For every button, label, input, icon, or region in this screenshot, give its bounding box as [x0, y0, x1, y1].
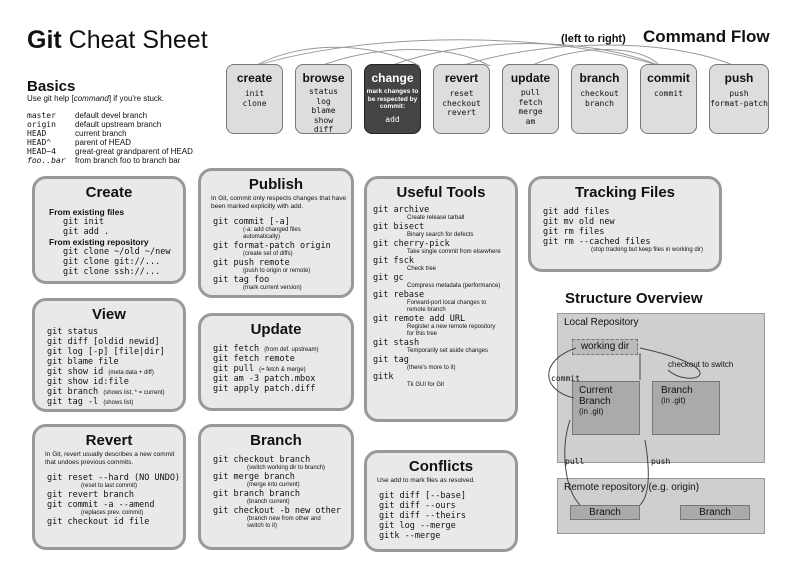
conflicts-card: Conflicts Use add to mark files as resolved. git diff [--base] git diff --ours git diff --theirs git log --merge gitk --merge — [364, 450, 518, 552]
push-label: push — [651, 457, 671, 466]
basics-help: Use git help [command] if you're stuck. — [27, 94, 165, 103]
local-repo-label: Local Repository — [564, 317, 639, 328]
basics-row: HEAD current branch — [27, 129, 127, 138]
revert-card: Revert In Git, revert usually describes a new commit that undoes previous commits. git reset --hard (NO UNDO) (reset to last commit) git revert branch git commit -a --amend (replaces prev. commit) git checkout id file — [32, 424, 186, 550]
basics-row: HEAD^ parent of HEAD — [27, 138, 132, 147]
flow-title: Command Flow — [643, 27, 770, 46]
current-branch-box: Current Branch (in .git) — [572, 381, 640, 435]
basics-row: master default devel branch — [27, 111, 148, 120]
create-title: Create — [85, 184, 133, 201]
flow-branch: branch checkout branch — [571, 64, 628, 134]
flow-create: create init clone — [226, 64, 283, 134]
create-card: Create From existing files git init git add . From existing repository git clone ~/old ~/new git clone git://... git clone ssh://... — [32, 176, 186, 284]
basics-title: Basics — [27, 78, 76, 95]
remote-branch-box: Branch — [680, 505, 750, 520]
branch-title: Branch — [250, 432, 302, 449]
working-dir-box: working dir — [572, 339, 638, 355]
update-title: Update — [250, 321, 302, 338]
remote-repo-label: Remote repository (e.g. origin) — [564, 482, 700, 493]
branch-card: Branch git checkout branch (switch working dir to branch) git merge branch (merge into current) git branch branch (branch current) git checkout -b new other (branch new from other and switch to it) — [198, 424, 354, 550]
commit-label: commit — [551, 374, 580, 383]
tracking-title: Tracking Files — [574, 184, 676, 201]
flow-subtitle: (left to right) — [561, 33, 626, 45]
conflicts-title: Conflicts — [408, 458, 474, 475]
flow-push: push push format-patch — [709, 64, 769, 134]
tracking-card: Tracking Files git add files git mv old new git rm files git rm --cached files (stop tracking but keep files in working dir) — [528, 176, 722, 272]
tools-card: Useful Tools git archive Create release tarball git bisect Binary search for defects git cherry-pick Take single commit from elsewhere git fsck Check tree git gc Compress metadata (performance) git rebase Forward-port local changes to remote branch git remote add URL Register a new remote repository for this tree git stash Temporarily set aside changes git tag (there's more to it) gitk Tk GUI for Git — [364, 176, 518, 422]
branch-box: Branch (in .git) — [652, 381, 720, 435]
basics-row: foo..bar from branch foo to branch bar — [27, 156, 181, 165]
checkout-label: checkout to switch — [668, 360, 734, 369]
page-title: Git Cheat Sheet — [27, 26, 208, 54]
flow-update: update pull fetch merge am — [502, 64, 559, 134]
structure-title: Structure Overview — [565, 290, 703, 307]
flow-revert: revert reset checkout revert — [433, 64, 490, 134]
view-title: View — [92, 306, 126, 323]
structure-arrows — [540, 330, 780, 520]
update-card: Update git fetch (from def. upstream) git fetch remote git pull (= fetch & merge) git am -3 patch.mbox git apply patch.diff — [198, 313, 354, 411]
revert-title: Revert — [85, 432, 133, 449]
flow-browse: browse status log blame show diff — [295, 64, 352, 134]
view-card: View git status git diff [oldid newid] git log [-p] [file|dir] git blame file git show id (meta data + diff) git show id:file git branch (shows list, * = current) git tag -l (shows list) — [32, 298, 186, 412]
basics-row: HEAD~4 great-great grandparent of HEAD — [27, 147, 193, 156]
flow-commit: commit commit — [640, 64, 697, 134]
basics-row: origin default upstream branch — [27, 120, 162, 129]
pull-label: pull — [565, 457, 585, 466]
tools-title: Useful Tools — [396, 184, 486, 201]
flow-change: change mark changes to be respected by commit: add — [364, 64, 421, 134]
publish-card: Publish In Git, commit only respects changes that have been marked explicitly with add. git commit [-a] (-a: add changed files automatically) git format-patch origin (create set of diffs) git push remote (push to origin or remote) git tag foo (mark current version) — [198, 168, 354, 298]
publish-title: Publish — [248, 176, 304, 193]
remote-branch-box: Branch — [570, 505, 640, 520]
